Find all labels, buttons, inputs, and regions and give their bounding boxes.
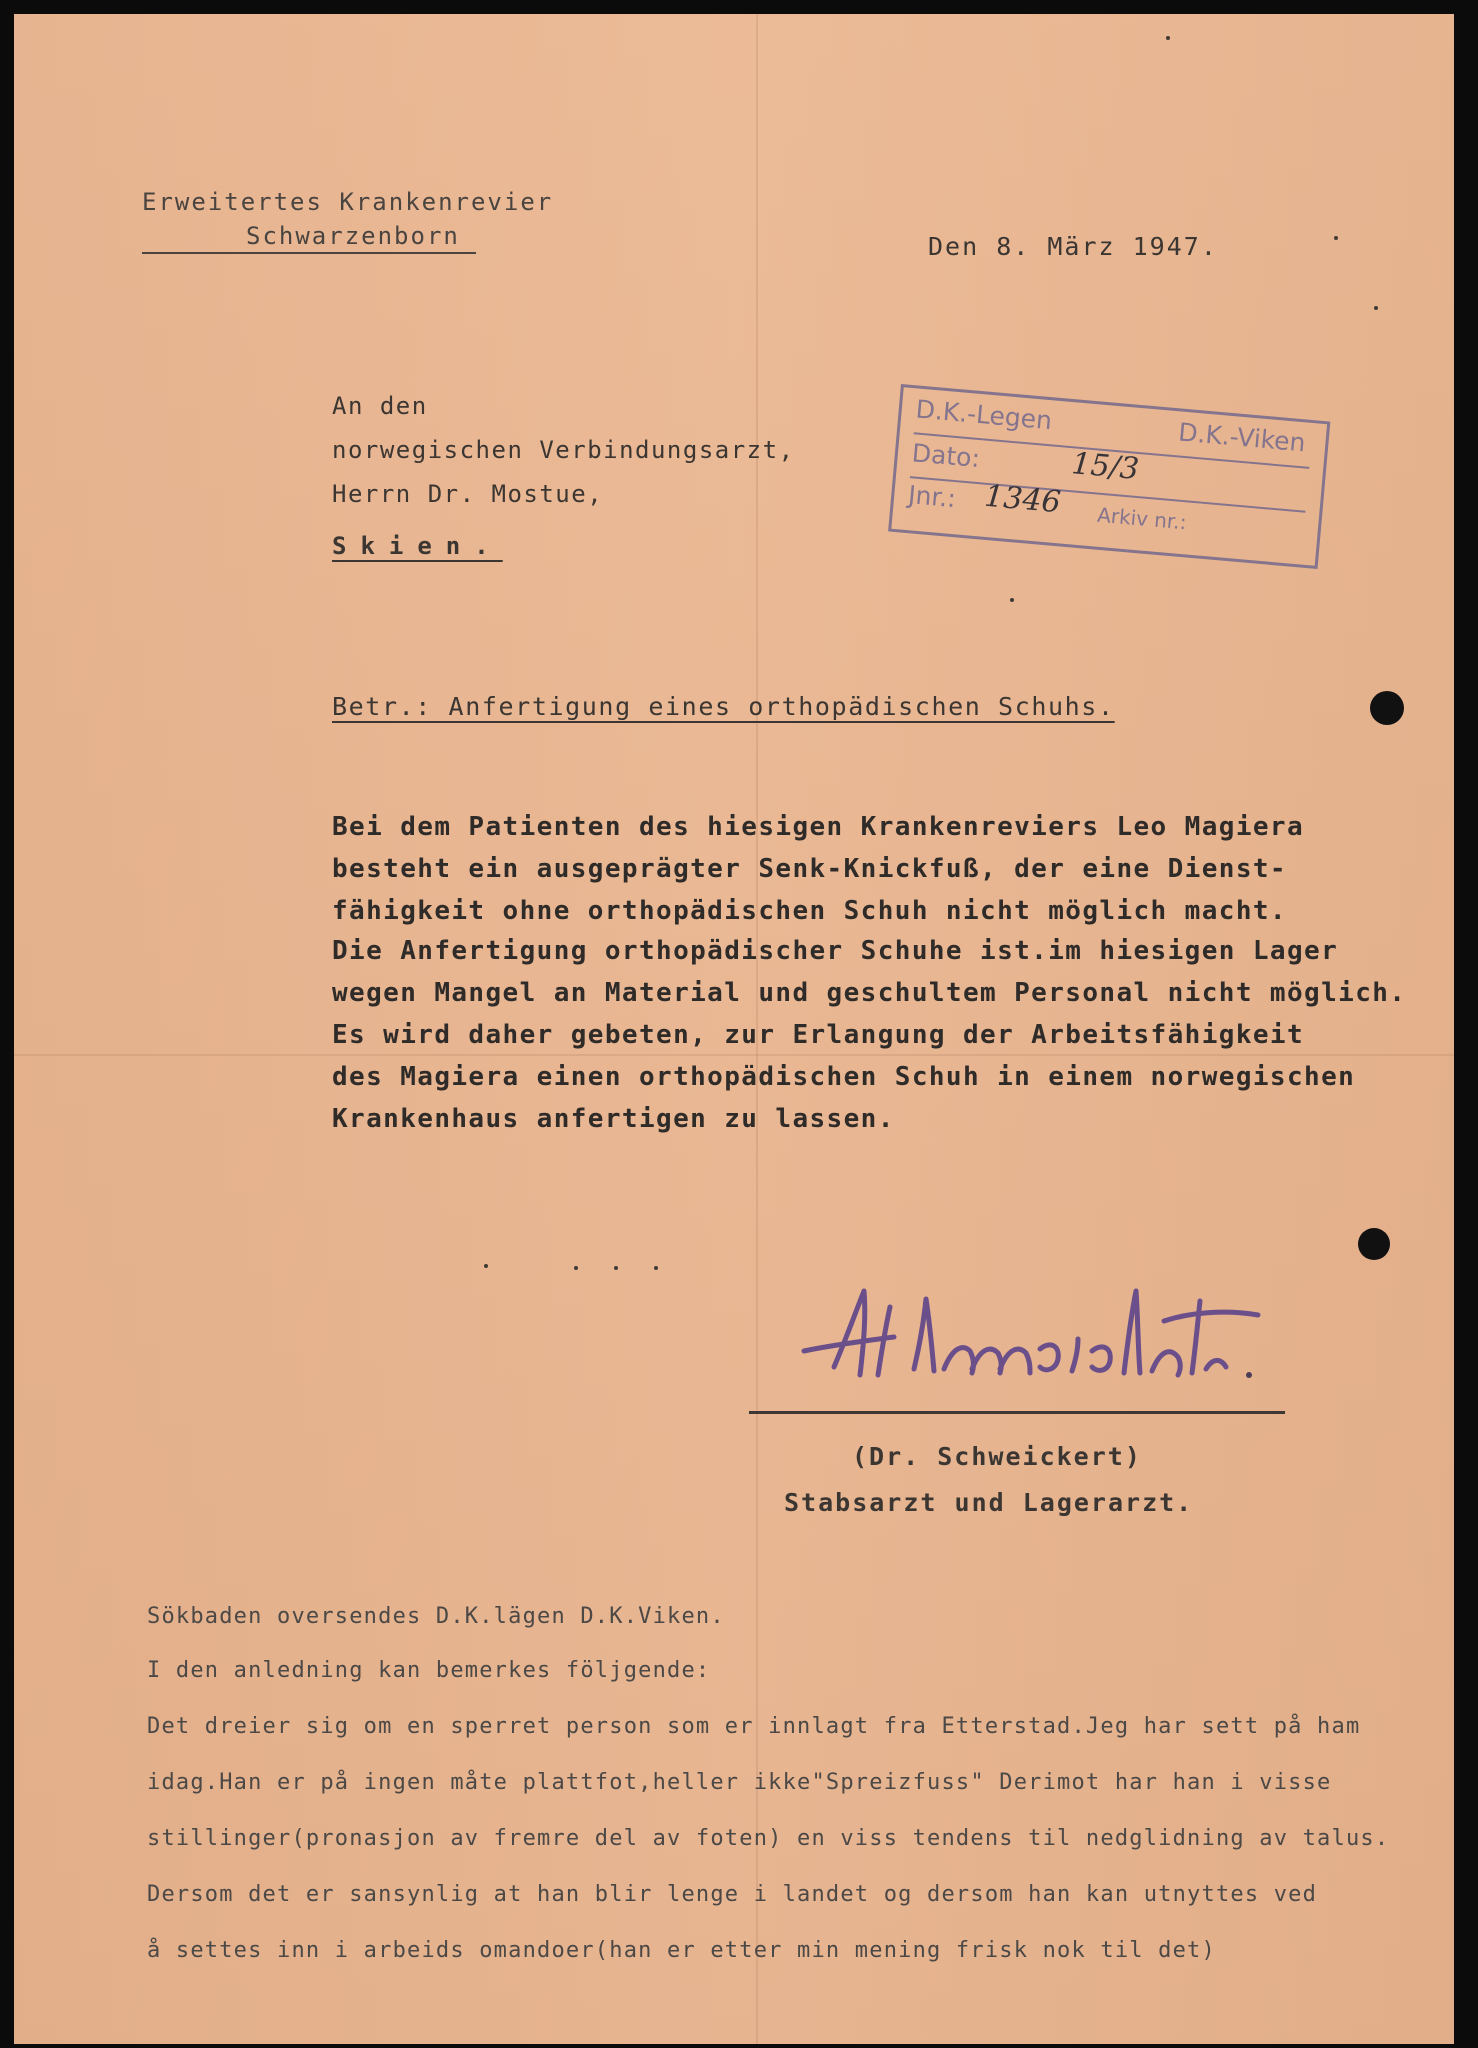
punch-hole-lower [1358, 1228, 1390, 1260]
ink-speck [1166, 36, 1170, 40]
body-line-6: Es wird daher gebeten, zur Erlangung der Arbeitsfähigkeit [332, 1020, 1305, 1050]
stamp-journal-label: Jnr.: [907, 480, 958, 514]
body-line-7: des Magiera einen orthopädischen Schuh in einem norwegischen [332, 1062, 1356, 1092]
punch-hole-upper [1370, 691, 1404, 725]
stamp-journal-handwritten: 1346 [983, 478, 1063, 521]
ink-speck [574, 1266, 578, 1270]
note-line-4: idag.Han er på ingen måte plattfot,heller ikke"Spreizfuss" Derimot har han i visse [147, 1770, 1332, 1795]
ink-speck [654, 1266, 658, 1270]
body-line-3: fähigkeit ohne orthopädischen Schuh nicht möglich macht. [332, 896, 1287, 926]
note-line-6: Dersom det er sansynlig at han blir lenge i landet og dersom han kan utnyttes ved [147, 1882, 1318, 1907]
note-line-7: å settes inn i arbeids omandoer(han er etter min mening frisk nok til det) [147, 1938, 1216, 1963]
signature-title: Stabsarzt und Lagerarzt. [784, 1488, 1194, 1517]
sender-underline [142, 252, 476, 254]
body-line-5: wegen Mangel an Material und geschultem Personal nicht möglich. [332, 978, 1407, 1008]
letter-subject: Betr.: Anfertigung eines orthopädischen Schuhs. [332, 692, 1115, 721]
note-line-1: Sökbaden oversendes D.K.lägen D.K.Viken. [147, 1604, 725, 1629]
ink-speck [1374, 306, 1378, 310]
paper-fold-horizontal [14, 1054, 1454, 1056]
ink-speck [1010, 598, 1014, 602]
signature-name: (Dr. Schweickert) [852, 1442, 1142, 1471]
sender-line-1: Erweitertes Krankenrevier [142, 188, 554, 216]
recipient-line-2: norwegischen Verbindungsarzt, [332, 436, 795, 464]
stamp-date-label: Dato: [910, 438, 982, 474]
stamp-date-handwritten: 15/3 [1070, 446, 1141, 487]
body-line-4: Die Anfertigung orthopädischer Schuhe ist.im hiesigen Lager [332, 936, 1339, 966]
sender-line-2: Schwarzenborn [246, 222, 460, 250]
recipient-city: Skien. [332, 532, 503, 560]
recipient-line-3: Herrn Dr. Mostue, [332, 480, 604, 508]
letter-date: Den 8. März 1947. [928, 232, 1218, 261]
note-line-5: stillinger(pronasjon av fremre del av foten) en viss tendens til nedglidning av talus. [147, 1826, 1390, 1851]
body-line-1: Bei dem Patienten des hiesigen Krankenreviers Leo Magiera [332, 812, 1305, 842]
registration-stamp [888, 384, 1330, 569]
ink-speck [614, 1266, 618, 1270]
stamp-office-viken: D.K.-Viken [1177, 417, 1307, 458]
recipient-line-1: An den [332, 392, 428, 420]
body-line-8: Krankenhaus anfertigen zu lassen. [332, 1104, 895, 1134]
ink-speck [1334, 236, 1338, 240]
note-line-2: I den anledning kan bemerkes följgende: [147, 1658, 711, 1683]
handwritten-signature [794, 1279, 1354, 1389]
body-line-2: besteht ein ausgeprägter Senk-Knickfuß, der eine Dienst- [332, 854, 1287, 884]
signature-rule [749, 1411, 1285, 1414]
ink-speck [484, 1264, 488, 1268]
letter-page [14, 14, 1454, 2044]
stamp-archive-label: Arkiv nr.: [1096, 502, 1188, 535]
note-line-3: Det dreier sig om en sperret person som er innlagt fra Etterstad.Jeg har sett på ham [147, 1714, 1361, 1739]
stamp-office-legen: D.K.-Legen [914, 394, 1054, 436]
